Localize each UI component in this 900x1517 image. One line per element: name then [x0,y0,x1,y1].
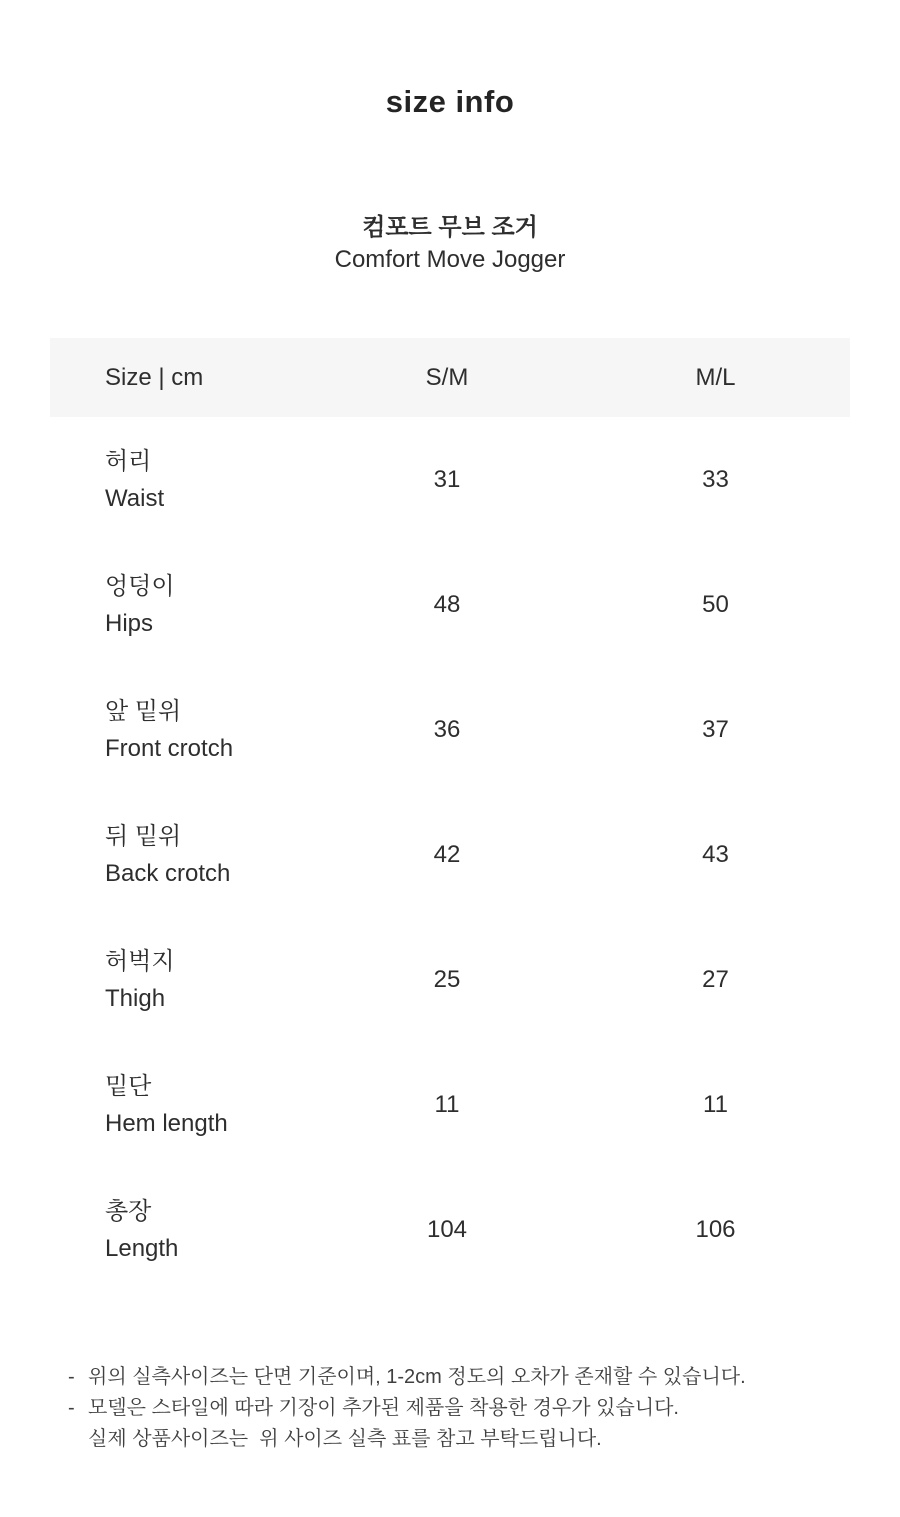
row-label-korean: 허리 [105,447,152,475]
note-text: 모델은 스타일에 따라 기장이 추가된 제품을 착용한 경우가 있습니다. [88,1397,679,1419]
row-label [50,1167,313,1292]
note-text: 위의 실측사이즈는 단면 기준이며, 1-2cm 정도의 오차가 존재할 수 있습니다. [88,1366,746,1388]
size-notes [68,1362,746,1455]
row-label-korean: 허벅지 [105,947,175,975]
size-table [50,338,850,1292]
row-label [50,417,313,542]
note-line [68,1424,746,1455]
table-row-waist [50,417,850,542]
cell-sm-value: 104 [426,1215,468,1243]
row-label-korean: 밑단 [105,1072,152,1100]
table-row-hips [50,542,850,667]
cell-ml-value: 37 [702,715,729,743]
product-name [0,212,900,276]
header-cell-sm: S/M [313,338,581,417]
row-label-english: Thigh [105,984,166,1012]
row-label-korean: 엉덩이 [105,572,175,600]
note-bullet [68,1424,88,1455]
row-label-korean: 앞 밑위 [105,697,182,725]
cell-sm-value: 42 [433,840,461,868]
page-title: size info [385,84,515,119]
row-label-english: Waist [105,484,165,512]
table-row-front-crotch [50,667,850,792]
cell-sm-value: 25 [433,965,461,993]
table-row-back-crotch [50,792,850,917]
table-row-length [50,1167,850,1292]
row-label [50,792,313,917]
header-cell-size-cm: Size | cm [50,338,313,417]
note-bullet: - [68,1397,75,1419]
row-label [50,667,313,792]
row-label-korean: 뒤 밑위 [105,822,182,850]
table-row-thigh [50,917,850,1042]
cell-ml-value: 27 [702,965,729,993]
cell-sm-value: 31 [433,465,461,493]
row-label-english: Back crotch [105,859,231,887]
note-bullet: - [68,1366,75,1388]
note-text: 실제 상품사이즈는 위 사이즈 실측 표를 참고 부탁드립니다. [88,1428,602,1450]
size-table-header [50,338,850,417]
table-row-hem-length [50,1042,850,1167]
cell-ml-value: 11 [703,1090,728,1118]
size-table-body [50,417,850,1292]
row-label-english: Front crotch [105,734,234,762]
cell-ml-value: 106 [695,1215,736,1243]
row-label [50,917,313,1042]
row-label-english: Length [105,1234,179,1262]
note-line [68,1362,746,1393]
cell-sm-value: 36 [433,715,461,743]
cell-ml-value: 33 [702,465,729,493]
row-label-korean: 총장 [105,1197,152,1225]
product-name-english: Comfort Move Jogger [334,246,566,273]
row-label-english: Hem length [105,1109,228,1137]
row-label-english: Hips [105,609,154,637]
header-row [50,338,850,417]
cell-ml-value: 43 [702,840,729,868]
row-label [50,1042,313,1167]
note-line [68,1393,746,1424]
cell-ml-value: 50 [702,590,729,618]
cell-sm-value: 48 [433,590,461,618]
product-name-korean: 컴포트 무브 조거 [362,214,538,241]
cell-sm-value: 11 [434,1090,460,1118]
header-cell-ml: M/L [581,338,850,417]
row-label [50,542,313,667]
